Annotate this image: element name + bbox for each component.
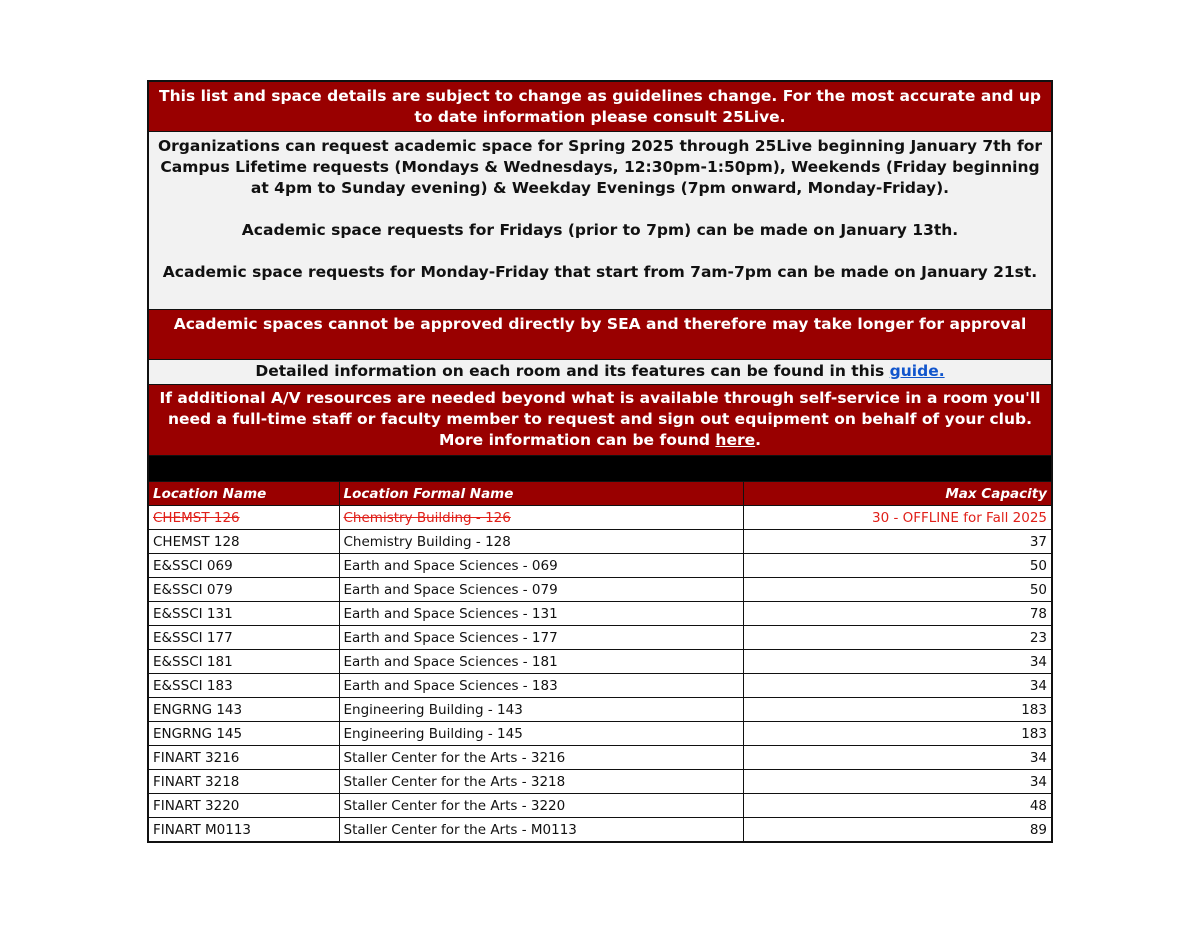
location-name-cell: E&SSCI 183	[149, 674, 339, 698]
location-formal-name-cell: Staller Center for the Arts - 3220	[339, 794, 743, 818]
max-capacity-cell: 23	[743, 626, 1051, 650]
table-row	[149, 506, 1051, 530]
request-paragraph-2: Academic space requests for Fridays (prior to 7pm) can be made on January 13th.	[241, 221, 959, 239]
max-capacity-cell: 34	[743, 746, 1051, 770]
table-header-row	[149, 482, 1051, 506]
location-formal-name-cell: Engineering Building - 145	[339, 722, 743, 746]
location-name-cell: E&SSCI 079	[149, 578, 339, 602]
location-formal-name-cell: Staller Center for the Arts - 3216	[339, 746, 743, 770]
location-name-cell: FINART 3220	[149, 794, 339, 818]
location-name-cell: FINART M0113	[149, 818, 339, 842]
location-name-cell: E&SSCI 131	[149, 602, 339, 626]
location-formal-name-cell: Staller Center for the Arts - M0113	[339, 818, 743, 842]
guide-text: Detailed information on each room and its features can be found in this	[255, 362, 890, 380]
location-formal-name-cell: Earth and Space Sciences - 177	[339, 626, 743, 650]
location-name-cell: E&SSCI 181	[149, 650, 339, 674]
max-capacity-cell: 89	[743, 818, 1051, 842]
disclaimer-banner	[149, 82, 1051, 132]
max-capacity-cell: 34	[743, 770, 1051, 794]
max-capacity-cell: 34	[743, 650, 1051, 674]
location-formal-name-cell: Earth and Space Sciences - 183	[339, 674, 743, 698]
table-row	[149, 554, 1051, 578]
request-paragraph-1: Organizations can request academic space for Spring 2025 through 25Live beginning January 7th for Campus Lifetime requests (Mondays & Wednesdays, 12:30pm-1:50pm), Weekends (Friday beginning at 4pm to Sunday evening) & Weekday Evenings (7pm onward, Monday-Friday).	[157, 137, 1043, 197]
table-row	[149, 650, 1051, 674]
max-capacity-cell: 78	[743, 602, 1051, 626]
location-formal-name-cell: Earth and Space Sciences - 181	[339, 650, 743, 674]
max-capacity-cell: 183	[743, 722, 1051, 746]
location-name-cell: FINART 3218	[149, 770, 339, 794]
header-max-capacity: Max Capacity	[743, 482, 1051, 506]
location-formal-name-cell: Earth and Space Sciences - 131	[339, 602, 743, 626]
approval-banner	[149, 310, 1051, 360]
location-formal-name-cell: Earth and Space Sciences - 079	[339, 578, 743, 602]
location-name-cell: ENGRNG 145	[149, 722, 339, 746]
location-name-cell: ENGRNG 143	[149, 698, 339, 722]
max-capacity-cell: 183	[743, 698, 1051, 722]
location-formal-name-cell: Earth and Space Sciences - 069	[339, 554, 743, 578]
table-row	[149, 602, 1051, 626]
location-formal-name-cell: Chemistry Building - 128	[339, 530, 743, 554]
table-row	[149, 674, 1051, 698]
av-resources-banner	[149, 385, 1051, 456]
location-formal-name-cell: Chemistry Building - 126	[339, 506, 743, 530]
location-name-cell: E&SSCI 177	[149, 626, 339, 650]
location-formal-name-cell: Engineering Building - 143	[339, 698, 743, 722]
location-name-cell: FINART 3216	[149, 746, 339, 770]
disclaimer-text: This list and space details are subject to change as guidelines change. For the most accurate and up to date information please consult 25Live.	[159, 87, 1041, 126]
table-row	[149, 578, 1051, 602]
location-formal-name-cell: Staller Center for the Arts - 3218	[339, 770, 743, 794]
approval-text: Academic spaces cannot be approved directly by SEA and therefore may take longer for approval	[173, 315, 1027, 333]
max-capacity-cell: 37	[743, 530, 1051, 554]
table-row	[149, 746, 1051, 770]
table-row	[149, 626, 1051, 650]
location-name-cell: CHEMST 126	[149, 506, 339, 530]
guide-link[interactable]: guide.	[889, 362, 945, 380]
request-schedule-banner	[149, 132, 1051, 310]
divider-bar	[149, 456, 1051, 482]
table-row	[149, 794, 1051, 818]
max-capacity-cell: 50	[743, 554, 1051, 578]
header-location-formal-name: Location Formal Name	[339, 482, 743, 506]
header-location-name: Location Name	[149, 482, 339, 506]
max-capacity-cell: 50	[743, 578, 1051, 602]
table-row	[149, 818, 1051, 842]
location-name-cell: E&SSCI 069	[149, 554, 339, 578]
guide-banner	[149, 360, 1051, 385]
table-row	[149, 530, 1051, 554]
request-paragraph-3: Academic space requests for Monday-Friday that start from 7am-7pm can be made on January 21st.	[162, 263, 1038, 281]
room-list-sheet	[147, 80, 1053, 843]
here-link[interactable]: here	[715, 431, 756, 449]
av-text: If additional A/V resources are needed beyond what is available through self-service in a room you'll need a full-time staff or faculty member to request and sign out equipment on behalf of your club. More information can be found	[159, 389, 1041, 449]
max-capacity-cell: 48	[743, 794, 1051, 818]
av-end: .	[755, 431, 762, 449]
table-row	[149, 770, 1051, 794]
max-capacity-cell: 30 - OFFLINE for Fall 2025	[743, 506, 1051, 530]
max-capacity-cell: 34	[743, 674, 1051, 698]
location-name-cell: CHEMST 128	[149, 530, 339, 554]
table-row	[149, 698, 1051, 722]
table-row	[149, 722, 1051, 746]
room-table	[149, 482, 1051, 841]
